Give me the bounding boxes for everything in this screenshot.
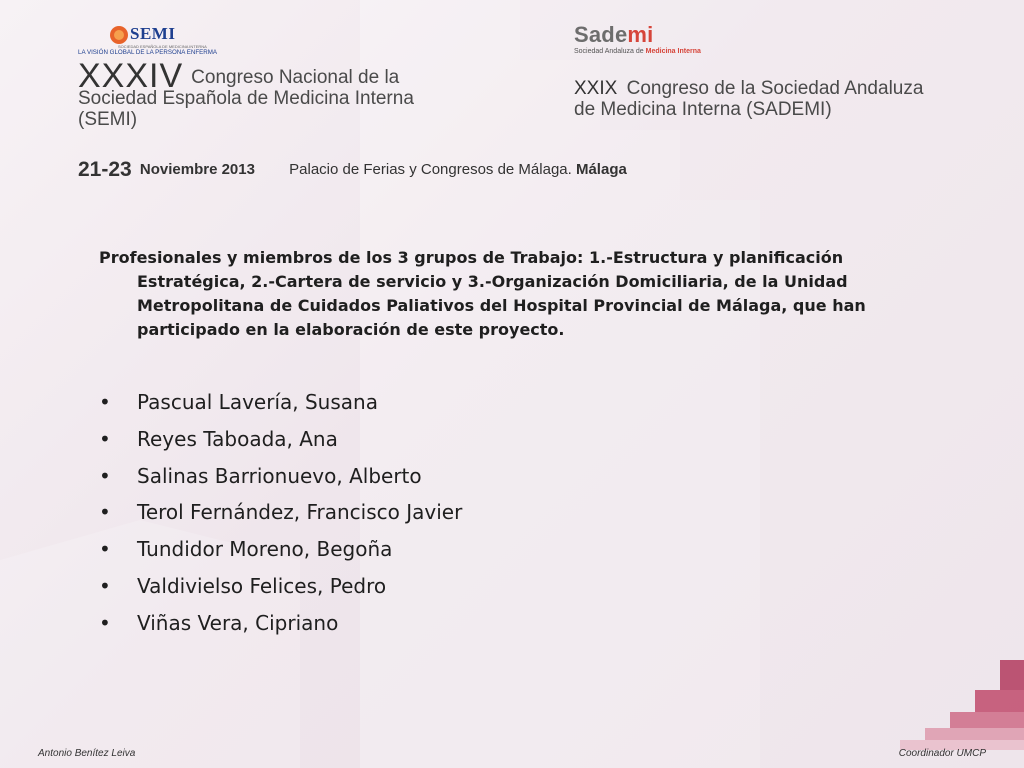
list-item: • Valdivielso Felices, Pedro [99, 568, 462, 605]
sademi-congress-title [574, 78, 994, 120]
bullet: • [99, 426, 111, 451]
list-item: • Salinas Barrionuevo, Alberto [99, 458, 462, 495]
semi-logo-tagline: LA VISIÓN GLOBAL DE LA PERSONA ENFERMA [78, 49, 218, 56]
sademi-logo-subtitle: Sociedad Andaluza de Medicina Interna [574, 48, 701, 55]
semi-sun-icon [108, 24, 130, 46]
list-item: • Tundidor Moreno, Begoña [99, 531, 462, 568]
semi-logo [78, 22, 218, 58]
sademi-logo-name: Sademi [574, 22, 654, 47]
semi-logo-small-text: SOCIEDAD ESPAÑOLA DE MEDICINA INTERNA [118, 44, 207, 49]
footer-role: Coordinador UMCP [898, 748, 986, 759]
semi-congress-number: XXXIV [78, 57, 184, 95]
semi-congress-title [78, 57, 518, 130]
sademi-logo [574, 22, 734, 58]
event-month-year: Noviembre 2013 [139, 161, 255, 178]
intro-paragraph: Profesionales y miembros de los 3 grupos de Trabajo: 1.-Estructura y planificación Estratégica, 2.-Cartera de servicio y 3.-Organización Domiciliaria, de la Unidad Metropolitana de Cuidados Paliativos del Hospital Provincial de Málaga, que han participado en la elaboración de este proyecto. [99, 248, 866, 339]
bullet: • [99, 610, 111, 635]
semi-title-line3: (SEMI) [78, 109, 138, 130]
bullet: • [99, 537, 111, 562]
list-item: • Viñas Vera, Cipriano [99, 605, 462, 642]
semi-title-line2: Sociedad Española de Medicina Interna [78, 88, 414, 109]
semi-logo-name: SEMI [130, 24, 176, 43]
list-item: • Reyes Taboada, Ana [99, 421, 462, 458]
participants-list [99, 384, 462, 642]
sademi-title-line2: de Medicina Interna (SADEMI) [574, 99, 832, 120]
semi-title-line1: Congreso Nacional de la [191, 67, 400, 88]
bullet: • [99, 463, 111, 488]
event-venue: Palacio de Ferias y Congresos de Málaga. [289, 161, 576, 178]
bullet: • [99, 500, 111, 525]
bullet: • [99, 390, 111, 414]
sademi-title-line1: Congreso de la Sociedad Andaluza [626, 78, 924, 99]
sademi-congress-number: XXIX [574, 78, 618, 99]
footer-author: Antonio Benítez Leiva [38, 748, 136, 759]
bullet: • [99, 573, 111, 598]
event-city: Málaga [575, 161, 627, 178]
list-item: • Terol Fernández, Francisco Javier [99, 494, 462, 531]
event-date-venue [78, 158, 718, 182]
event-days: 21-23 [78, 158, 132, 181]
list-item: • Pascual Lavería, Susana [99, 384, 462, 421]
